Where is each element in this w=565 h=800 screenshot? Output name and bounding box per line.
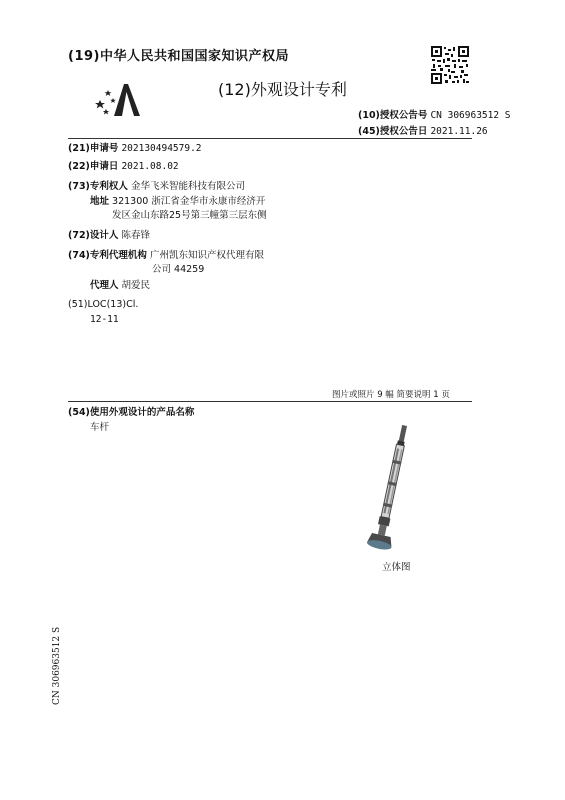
designer-name: 陈春锋 bbox=[121, 230, 150, 241]
side-publication-number: CN 306963512 S bbox=[52, 626, 62, 705]
loc-classification-value: 12-11 bbox=[90, 314, 119, 325]
agency-line-1: 广州凯东知识产权代理有限 bbox=[149, 250, 264, 261]
application-number: 202130494579.2 bbox=[121, 143, 202, 154]
agency-row bbox=[68, 249, 264, 262]
cnipa-logo-icon bbox=[92, 80, 150, 120]
grant-date: 2021.11.26 bbox=[430, 126, 488, 137]
designer-label: (72)设计人 bbox=[68, 230, 119, 241]
loc-classification-label: (51)LOC(13)Cl. bbox=[68, 299, 139, 310]
patentee-row bbox=[68, 180, 245, 193]
designer-row bbox=[68, 229, 150, 242]
application-number-label: (21)申请号 bbox=[68, 143, 119, 154]
product-figure bbox=[366, 420, 416, 554]
address-label: 地址 bbox=[90, 196, 110, 207]
patentee-label: (73)专利权人 bbox=[68, 181, 128, 192]
address-line-1: 321300 浙江省金华市永康市经济开 bbox=[112, 196, 266, 207]
agent-row bbox=[90, 279, 150, 292]
product-name: 车杆 bbox=[90, 422, 110, 433]
application-date-label: (22)申请日 bbox=[68, 161, 119, 172]
figure-caption: 立体图 bbox=[382, 562, 411, 573]
grant-number-label: (10)授权公告号 bbox=[358, 110, 428, 121]
grant-date-line bbox=[358, 123, 488, 137]
application-date-row bbox=[68, 160, 179, 173]
application-number-row bbox=[68, 142, 202, 155]
patentee-name: 金华飞米智能科技有限公司 bbox=[130, 181, 245, 192]
document-type-title: (12)外观设计专利 bbox=[218, 80, 347, 99]
application-date: 2021.08.02 bbox=[121, 161, 179, 172]
grant-date-label: (45)授权公告日 bbox=[358, 126, 428, 137]
pages-info: 图片或照片 9 幅 简要说明 1 页 bbox=[332, 390, 450, 400]
agency-line-2: 公司 44259 bbox=[152, 264, 205, 275]
product-name-label: (54)使用外观设计的产品名称 bbox=[68, 407, 195, 418]
section-divider bbox=[68, 401, 472, 402]
address-row bbox=[90, 195, 265, 208]
qr-code-icon bbox=[430, 45, 470, 85]
address-line-2: 发区金山东路25号第三幢第三层东侧 bbox=[112, 210, 267, 221]
grant-number-line bbox=[358, 107, 511, 121]
header-divider bbox=[68, 138, 472, 139]
grant-number: CN 306963512 S bbox=[430, 110, 511, 121]
issuing-authority: (19)中华人民共和国国家知识产权局 bbox=[68, 49, 289, 64]
agent-label: 代理人 bbox=[90, 280, 119, 291]
agency-label: (74)专利代理机构 bbox=[68, 250, 147, 261]
agent-name: 胡爱民 bbox=[121, 280, 151, 291]
